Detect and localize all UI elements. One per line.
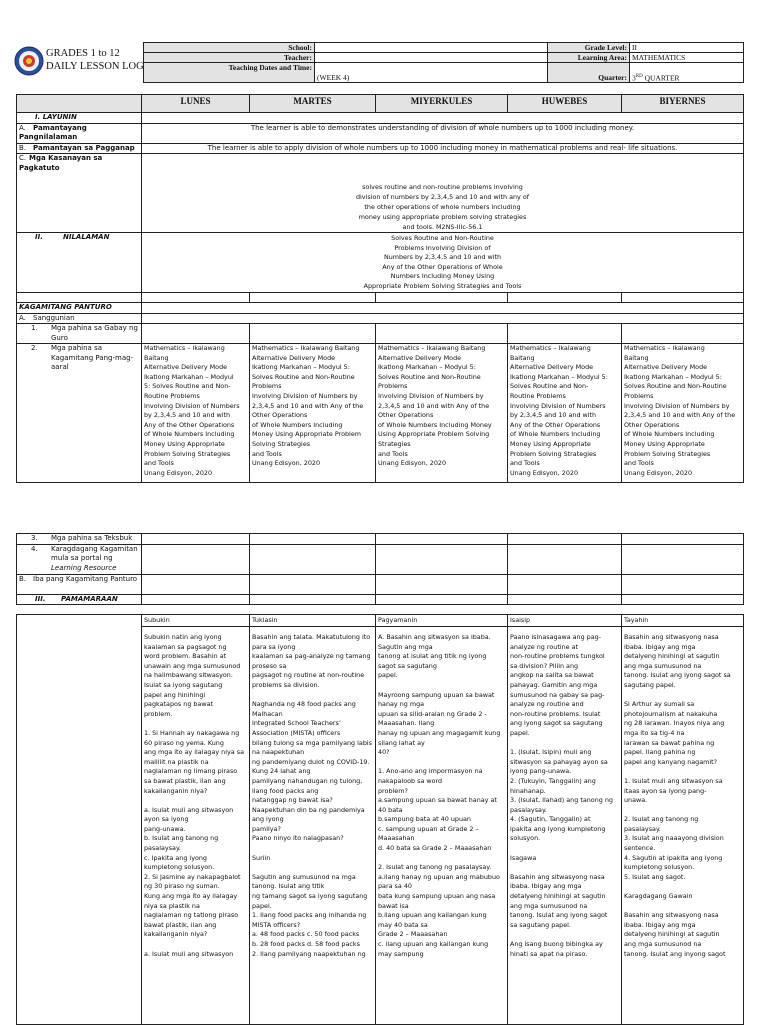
module-ref-martes: Mathematics – Ikalawang Baitang Alternative Delivery Mode Ikatlong Markahan – Modyul 5: Solves Routine and Non-Routine Problems Involving Division of Numbers by 2,3,4,5 and 10 and with Any of the Other Operations of Whole Numbers Including Money Using Appropriate Problem Solving Strategies and Tools Unang Edisyon, 2020: [250, 344, 376, 483]
module-ref-huwebes: Mathematics – Ikalawang Baitang Alternative Delivery Mode Ikatlong Markahan – Modyul 5: Solves Routine and Non- Routine Problems Involving Division of Numbers by 2,3,4,5 and 10 and with Any of the Other Operations of Whole Numbers Including Money Using Appropriate Problem Solving Strategies and Tools Unang Edisyon, 2020: [508, 344, 622, 483]
teaching-dates-field[interactable]: (WEEK 4): [315, 63, 548, 83]
teksbuk-miyerkules[interactable]: [376, 534, 508, 545]
pamantayan-sa-pagganap-label: Pamantayan sa Pagganap: [33, 143, 135, 152]
kasanayan-label: Mga Kasanayan sa Pagkatuto: [19, 154, 103, 172]
procedure-text-lunes: Subukin natin ang iyong kaalaman sa pagsagot ng word problem. Basahin at unawain ang mga sumusunod na halimbawang sitwasyon. Isulat sa iyong sagutang papel ang hinihingi pagkatapos ng bawat problem. 1. Si Hannah ay nakagawa ng 60 piraso ng yema. Kung ang mga ito ay ilalagay niya sa maliliit na plastik na naglalaman ng limang piraso sa bawat plastik, ilan ang kakailanganin niya? a. Isulat muli ang sitwasyon ayon sa iyong pang-unawa. b. Isulat ang tanong ng pasalaysay. c. Ipakita ang iyong kumpletong solusyon. 2. Si Jasmine ay nakapagbalot ng 30 piraso ng suman. Kung ang mga ito ay ilalagay niya sa plastik na naglalaman ng tatlong piraso bawat plastik, ilan ang kakailanganin niya? a. Isulat muli ang sitwasyon: [142, 627, 250, 1025]
quarter-field[interactable]: [630, 63, 744, 83]
procedure-text-miyerkules: A. Basahin ang sitwasyon sa ibaba. Sagutin ang mga tanong at isulat ang titik ng iyong sagot sa sagutang papel. Mayroong sampung upuan sa bawat hanay ng mga upuan sa silid-aralan ng Grade 2 - Maaasahan. Ilang hanay ng upuan ang magagamit kung silang lahat ay 40? 1. Ano-ano ang impormasyon na nakapaloob sa word problem? a.sampung upuan sa bawat hanay at 40 bata b.sampung bata at 40 upuan c. sampung upuan at Grade 2 – Maaasahan d. 40 bata sa Grade 2 – Maaasahan 2. Isulat ang tanong ng pasalaysay. a.ilang hanay ng upuan ang mabubuo para sa 40 bata kung sampung upuan ang nasa bawat isa b.ilang upuan ang kailangan kung may 40 bata sa Grade 2 – Maaasahan c. ilang upuan ang kailangan kung may sampung: [376, 627, 508, 1025]
iba-lunes[interactable]: [142, 574, 250, 594]
procedure-header-isaisip: Isaisip: [508, 615, 622, 627]
karagdagang-huwebes[interactable]: [508, 544, 622, 574]
grade-level-label: Grade Level:: [548, 43, 630, 53]
day-header-huwebes: HUWEBES: [508, 95, 622, 113]
teacher-label: Teacher:: [144, 53, 315, 63]
iba-pang-kagamitan-label: Iba pang Kagamitang Panturo: [33, 574, 138, 583]
teksbuk-biyernes[interactable]: [622, 534, 744, 545]
quarter-word: QUARTER: [642, 73, 680, 82]
row-iba-pang-kagamitan: B. Iba pang Kagamitang Panturo: [17, 574, 142, 594]
day-header-miyerkules: MIYERKULES: [376, 95, 508, 113]
spacer-martes: [250, 293, 376, 303]
procedure-header-subukin: Subukin: [142, 615, 250, 627]
form-title-line1: GRADES 1 to 12: [46, 48, 120, 59]
header-info-table: [143, 42, 744, 83]
kagamitan-content: [142, 303, 744, 314]
gabay-martes[interactable]: [250, 324, 376, 344]
day-header-biyernes: BIYERNES: [622, 95, 744, 113]
quarter-number: 3: [632, 73, 636, 82]
learning-resource-label: Learning Resource: [51, 563, 117, 572]
karagdagang-biyernes[interactable]: [622, 544, 744, 574]
layunin-content: [142, 113, 744, 124]
procedure-text-martes: Basahin ang talata. Makatutulong ito para sa iyong kaalaman sa pag-analyze ng tamang proseso sa pagsagot ng routine at non-routine problems sa division. Naghanda ng 48 food packs ang Malhacan Integrated School Teachers’ Association (MISTA) officers bilang tulong sa mga pamilyang labis na naapektuhan ng pandemiyang dulot ng COVID-19. Kung 24 lahat ang pamilyang nahandugan ng tulong, ilang food packs ang natanggap ng bawat isa? Naapektuhan din ba ng pandemiya ang iyong pamilya? Paano ninyo ito nalagpasan? Suriin Sagutin ang sumusunod na mga tanong. Isulat ang titik ng tamang sagot sa iyong sagutang papel. 1. Ilang food packs ang inihanda ng MISTA officers? a. 48 food packs c. 50 food packs b. 28 food packs d. 58 food packs 2. Ilang pamilyang naapektuhan ng: [250, 627, 376, 1025]
kagamitang-label: Mga pahina sa Kagamitang Pang-mag-aaral: [51, 344, 134, 371]
learning-competency: solves routine and non-routine problems involving division of numbers by 2,3,4,5 and 10 and with any of the other operations of whole numbers including money using appropriate problem solving strategies and tools. M2NS-IIIc-56.1: [142, 154, 744, 233]
iba-miyerkules[interactable]: [376, 574, 508, 594]
teksbuk-huwebes[interactable]: [508, 534, 622, 545]
learning-area-label: Learning Area:: [548, 53, 630, 63]
spacer-label: [17, 293, 142, 303]
day-header-martes: MARTES: [250, 95, 376, 113]
row-sanggunian: A. Sanggunian: [17, 313, 142, 324]
spacer-miyerkules: [376, 293, 508, 303]
karagdagang-miyerkules[interactable]: [376, 544, 508, 574]
spacer-biyernes: [622, 293, 744, 303]
spacer-lunes: [142, 293, 250, 303]
pamamaraan-martes: [250, 594, 376, 605]
sanggunian-content: [142, 313, 744, 324]
procedure-header-tuklasin: Tuklasin: [250, 615, 376, 627]
karagdagang-martes[interactable]: [250, 544, 376, 574]
lesson-log-table-top: [16, 94, 744, 483]
school-field[interactable]: [315, 43, 548, 53]
row-karagdagang-kagamitan: 4. Karagdagang Kagamitan mula sa portal ng Learning Resource: [17, 544, 142, 574]
gabay-huwebes[interactable]: [508, 324, 622, 344]
row-c-label: C. Mga Kasanayan sa Pagkatuto: [17, 154, 142, 233]
spacer-huwebes: [508, 293, 622, 303]
procedure-table: [16, 614, 744, 1025]
procedure-header-tayahin: Tayahin: [622, 615, 744, 627]
section-kagamitang-panturo: KAGAMITANG PANTURO: [17, 303, 142, 314]
section-layunin: I. LAYUNIN: [17, 113, 142, 124]
sanggunian-label: Sanggunian: [33, 313, 75, 322]
row-kagamitang-pang-mag-aaral: 2. Mga pahina sa Kagamitang Pang-mag-aaral: [17, 344, 142, 483]
iba-biyernes[interactable]: [622, 574, 744, 594]
teksbuk-label: Mga pahina sa Teksbuk: [51, 534, 133, 542]
section-nilalaman: II. NILALAMAN: [17, 233, 142, 293]
row-a-label: A. Pamantayang Pangnilalaman: [17, 123, 142, 143]
lesson-log-table-materials: [16, 533, 744, 605]
form-title-line2: DAILY LESSON LOG: [46, 61, 144, 72]
learning-area-field[interactable]: MATHEMATICS: [630, 53, 744, 63]
pamamaraan-miyerkules: [376, 594, 508, 605]
corner-cell: [17, 95, 142, 113]
day-header-lunes: LUNES: [142, 95, 250, 113]
teksbuk-martes[interactable]: [250, 534, 376, 545]
row-gabay: 1. Mga pahina sa Gabay ng Guro: [17, 324, 142, 344]
quarter-label: Quarter:: [548, 63, 630, 83]
row-teksbuk: 3. Mga pahina sa Teksbuk: [17, 534, 142, 545]
performance-standard: The learner is able to apply division of whole numbers up to 1000 including money in mathematical problems and real- life situations.: [142, 143, 744, 154]
karagdagang-label: Karagdagang Kagamitan mula sa portal ng: [51, 544, 138, 562]
module-ref-biyernes: Mathematics – Ikalawang Baitang Alternative Delivery Mode Ikatlong Markahan – Modyul 5: Solves Routine and Non-Routine Problems Involving Division of Numbers by 2,3,4,5 and 10 and with Any of the Other Operations of Whole Numbers Including Money Using Appropriate Problem Solving Strategies and Tools Unang Edisyon, 2020: [622, 344, 744, 483]
teaching-dates-label: Teaching Dates and Time:: [144, 63, 315, 83]
grade-level-field[interactable]: II: [630, 43, 744, 53]
gabay-biyernes[interactable]: [622, 324, 744, 344]
pamamaraan-huwebes: [508, 594, 622, 605]
pamamaraan-biyernes: [622, 594, 744, 605]
module-ref-miyerkules: Mathematics – Ikalawang Baitang Alternative Delivery Mode Ikatlong Markahan – Modyul 5: Solves Routine and Non-Routine Problems Involving Division of Numbers by 2,3,4,5 and 10 and with Any of the Other Operations of Whole Numbers Including Money Using Appropriate Problem Solving Strategies and Tools Unang Edisyon, 2020: [376, 344, 508, 483]
section-pamamaraan: III. PAMAMARAAN: [17, 594, 142, 605]
module-ref-lunes: Mathematics – Ikalawang Baitang Alternative Delivery Mode Ikatlong Markahan – Modyul 5: Solves Routine and Non- Routine Problems Involving Division of Numbers by 2,3,4,5 and 10 and with Any of the Other Operations of Whole Numbers Including Money Using Appropriate Problem Solving Strategies and Tools Unang Edisyon, 2020: [142, 344, 250, 483]
gabay-lunes[interactable]: [142, 324, 250, 344]
iba-huwebes[interactable]: [508, 574, 622, 594]
pamamaraan-lunes: [142, 594, 250, 605]
pamantayang-pangnilalaman-label: Pamantayang Pangnilalaman: [19, 123, 87, 141]
gabay-miyerkules[interactable]: [376, 324, 508, 344]
deped-seal: [14, 46, 44, 76]
content-standard: The learner is able to demonstrates understanding of division of whole numbers up to 1000 including money.: [142, 123, 744, 143]
row-b-label: B. Pamantayan sa Pagganap: [17, 143, 142, 154]
teksbuk-lunes[interactable]: [142, 534, 250, 545]
quarter-superscript: RD: [635, 73, 643, 79]
gabay-label: Mga pahina sa Gabay ng Guro: [51, 324, 138, 342]
karagdagang-lunes[interactable]: [142, 544, 250, 574]
procedure-label-cell: [17, 615, 142, 1025]
iba-martes[interactable]: [250, 574, 376, 594]
procedure-text-biyernes: Basahin ang sitwasyong nasa ibaba. Ibigay ang mga detalyeng hinihingi at sagutin ang mga sumusunod na tanong. Isulat ang iyong sagot sa sagutang papel. Si Arthur ay sumali sa photojournalism at nakakuha ng 28 larawan. Inayos niya ang mga ito sa tig-4 na larawan sa bawat pahina ng papel. Ilang pahina ng papel ang kanyang nagamit? 1. Isulat muli ang sitwasyon sa itaas ayon sa iyong pang- unawa. 2. Isulat ang tanong ng pasalaysay. 3. Isulat ang naaayong division sentence. 4. Sagutin at ipakita ang iyong kumpletong solusyon. 5. Isulat ang sagot. Karagdagang Gawain Basahin ang sitwasyong nasa ibaba. Ibigay ang mga detalyeng hinihingi at sagutin ang mga sumusunod na tanong. Isulat ang inyong sagot: [622, 627, 744, 1025]
school-label: School:: [144, 43, 315, 53]
procedure-header-pagyamanin: Pagyamanin: [376, 615, 508, 627]
content-topic: Solves Routine and Non-Routine Problems Involving Division of Numbers by 2,3,4,5 and 10 and with Any of the Other Operations of Whole Numbers Including Money Using Appropriate Problem Solving Strategies and Tools: [142, 233, 744, 293]
procedure-text-huwebes: Paano isinasagawa ang pag- analyze ng routine at non-routine problems tungkol sa division? Piliin ang angkop na salita sa bawat pahayag. Gamitin ang mga sumusunod na gabay sa pag- analyze ng routine and non-routine problems. Isulat ang iyong sagot sa sagutang papel. 1. (Isulat, Isipin) muli ang sitwasyon sa pahayag ayon sa iyong pang-unawa. 2. (Tukuyin, Tanggalin) ang hinahanap. 3. (Isulat, Ilahad) ang tanong ng pasalaysay. 4. (Sagutin, Tanggalin) at ipakita ang iyong kumpletong solusyon. Isagawa Basahin ang sitwasyong nasa ibaba. Ibigay ang mga detalyeng hinihingi at sagutin ang mga sumusunod na tanong. Isulat ang iyong sagot sa sagutang papel. Ang isang buong bibingka ay hinati sa apat na piraso.: [508, 627, 622, 1025]
teacher-field[interactable]: [315, 53, 548, 63]
